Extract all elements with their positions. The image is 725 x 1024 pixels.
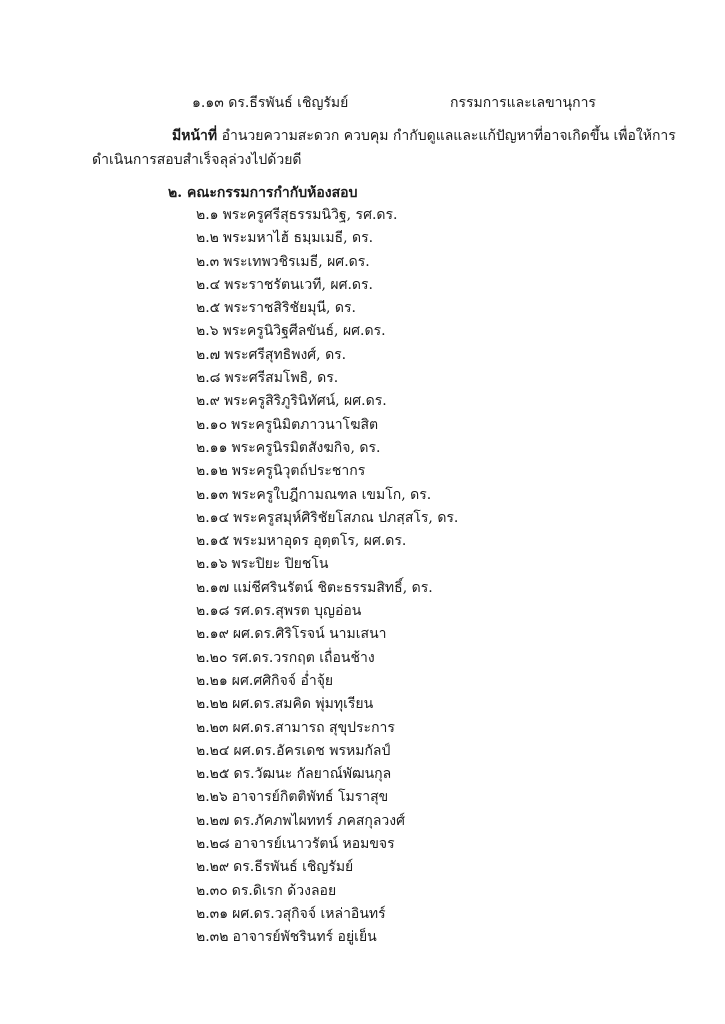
list-item: [196, 740, 458, 763]
secretary-role: กรรมการและเลขานุการ: [450, 95, 596, 111]
list-item: [196, 647, 458, 670]
list-item: [196, 274, 458, 297]
item-number: ๒.๖: [196, 323, 219, 340]
list-item: [196, 833, 458, 856]
item-name: อาจารย์เนาวรัตน์ หอมขจร: [233, 836, 395, 853]
list-item: [196, 414, 458, 437]
item-number: ๒.๓: [196, 253, 220, 270]
list-item: [196, 717, 458, 740]
item-name: พระครูนิรมิตสังฆกิจ, ดร.: [231, 439, 381, 456]
item-name: พระปิยะ ปิยชโน: [231, 556, 329, 573]
item-number: ๒.๒: [196, 230, 219, 247]
list-item: [196, 507, 458, 530]
item-name: รศ.ดร.วรกฤต เถื่อนช้าง: [231, 649, 375, 666]
item-name: ดร.วัฒนะ กัลยาณ์พัฒนกุล: [233, 766, 392, 783]
duty-label: มีหน้าที่: [172, 128, 218, 144]
list-item: [196, 763, 458, 786]
item-name: พระราชสิริชัยมุนี, ดร.: [224, 300, 356, 317]
duty-line-2: ดำเนินการสอบสำเร็จลุล่วงไปด้วยดี: [92, 152, 302, 168]
item-name: ผศ.ดร.อัครเดช พรหมกัลป์: [233, 742, 391, 759]
item-name: พระครูนิวิฐศีลขันธ์, ผศ.ดร.: [222, 323, 386, 340]
item-name: ดร.ธีรพันธ์ เชิญรัมย์: [233, 859, 354, 876]
list-item: [196, 553, 458, 576]
list-item: [196, 903, 458, 926]
item-number: ๒.๑: [196, 207, 219, 223]
item-number: ๒.๒๘: [196, 836, 230, 853]
list-item: [196, 460, 458, 483]
list-item: [196, 600, 458, 623]
item-number: ๒.๑๕: [196, 533, 230, 550]
item-number: ๒.๑๗: [196, 579, 230, 596]
list-item: [196, 297, 458, 320]
list-item: [196, 227, 458, 250]
item-number: ๒.๑๖: [196, 556, 228, 573]
item-number: ๒.๓๑: [196, 905, 229, 922]
list-item: [196, 367, 458, 390]
item-number: ๒.๑๑: [196, 439, 228, 456]
item-name: พระครูศรีสุธรรมนิวิฐ, รศ.ดร.: [222, 207, 398, 223]
list-item: [196, 344, 458, 367]
item-number: ๒.๑๒: [196, 463, 228, 480]
duty-text-1: อำนวยความสะดวก ควบคุม กำกับดูแลและแก้ปัญหาที่อาจเกิดขึ้น เพื่อให้การ: [221, 128, 676, 144]
item-name: พระเทพวชิรเมธี, ผศ.ดร.: [223, 253, 370, 270]
list-item: [196, 530, 458, 553]
item-number: ๒.๒๐: [196, 649, 228, 666]
item-name: อาจารย์กิตติพัทธ์ โมราสุข: [231, 789, 389, 806]
item-number: ๒.๒๕: [196, 766, 230, 783]
list-item: [196, 251, 458, 274]
item-name: ผศ.ดร.วสุกิจจ์ เหล่าอินทร์: [232, 905, 386, 922]
item-name: พระศรีสุทธิพงศ์, ดร.: [224, 346, 347, 363]
item-name: ผศ.ดร.สามารถ สุขุประการ: [232, 719, 395, 736]
section-heading: ๒. คณะกรรมการกำกับห้องสอบ: [168, 185, 358, 201]
secretary-name: ๑.๑๓ ดร.ธีรพันธ์ เชิญรัมย์: [192, 95, 349, 111]
list-item: [196, 320, 458, 343]
item-number: ๒.๓๒: [196, 929, 229, 946]
item-name: พระศรีสมโพธิ, ดร.: [224, 370, 339, 387]
list-item: [196, 577, 458, 600]
item-name: แม่ชีศรินรัตน์ ชิตะธรรมสิทธิ์, ดร.: [233, 579, 433, 596]
item-number: ๒.๒๗: [196, 812, 230, 829]
item-number: ๒.๑๙: [196, 626, 229, 643]
item-number: ๒.๔: [196, 276, 221, 293]
item-number: ๒.๘: [196, 370, 221, 387]
item-name: ผศ.ศศิกิจจ์ อ่ำจุ้ย: [231, 672, 334, 689]
item-name: อาจารย์พัชรินทร์ อยู่เย็น: [232, 929, 377, 946]
item-number: ๒.๑๐: [196, 416, 228, 433]
item-name: พระมหาไฮ้ ธมฺมเมธี, ดร.: [222, 230, 374, 247]
item-name: พระราชรัตนเวที, ผศ.ดร.: [224, 276, 373, 293]
list-item: [196, 437, 458, 460]
item-name: ดร.ดิเรก ด้วงลอย: [231, 882, 337, 899]
item-number: ๒.๑๔: [196, 509, 230, 526]
item-number: ๒.๒๙: [196, 859, 230, 876]
list-item: [196, 856, 458, 879]
item-number: ๒.๒๒: [196, 696, 229, 713]
item-name: ผศ.ดร.สมคิด พุ่มทุเรียน: [232, 696, 374, 713]
list-item: [196, 926, 458, 949]
item-name: ผศ.ดร.ศิริโรจน์ นามเสนา: [232, 626, 387, 643]
item-number: ๒.๑๓: [196, 486, 229, 503]
list-item: [196, 693, 458, 716]
item-number: ๒.๒๖: [196, 789, 228, 806]
member-list: [196, 204, 458, 950]
item-name: พระครูนิมิตภาวนาโฆสิต: [231, 416, 379, 433]
list-item: [196, 204, 458, 227]
item-number: ๒.๒๔: [196, 742, 230, 759]
item-name: พระครูสมุห์ศิริชัยโสภณ ปภสฺสโร, ดร.: [233, 509, 459, 526]
list-item: [196, 880, 458, 903]
secretary-entry: [192, 92, 632, 114]
item-number: ๒.๙: [196, 393, 220, 410]
item-name: พระครูนิวุตถ์ประชากร: [231, 463, 366, 480]
item-number: ๒.๑๘: [196, 603, 230, 620]
list-item: [196, 390, 458, 413]
item-name: พระครูสิริภูรินิทัศน์, ผศ.ดร.: [223, 393, 387, 410]
item-number: ๒.๓๐: [196, 882, 228, 899]
list-item: [196, 810, 458, 833]
item-number: ๒.๒๓: [196, 719, 229, 736]
duty-paragraph: [92, 124, 676, 172]
item-name: พระครูใบฎีกามณฑล เขมโก, ดร.: [232, 486, 432, 503]
item-name: พระมหาอุดร อุตฺตโร, ผศ.ดร.: [233, 533, 407, 550]
item-number: ๒.๒๑: [196, 672, 228, 689]
duty-line-1: [92, 124, 676, 148]
item-name: ดร.ภัคภพไผททร์ ภคสกุลวงศ์: [233, 812, 405, 829]
list-item: [196, 786, 458, 809]
list-item: [196, 484, 458, 507]
item-number: ๒.๕: [196, 300, 221, 317]
item-number: ๒.๗: [196, 346, 221, 363]
list-item: [196, 670, 458, 693]
list-item: [196, 623, 458, 646]
item-name: รศ.ดร.สุพรต บุญอ่อน: [233, 603, 362, 620]
